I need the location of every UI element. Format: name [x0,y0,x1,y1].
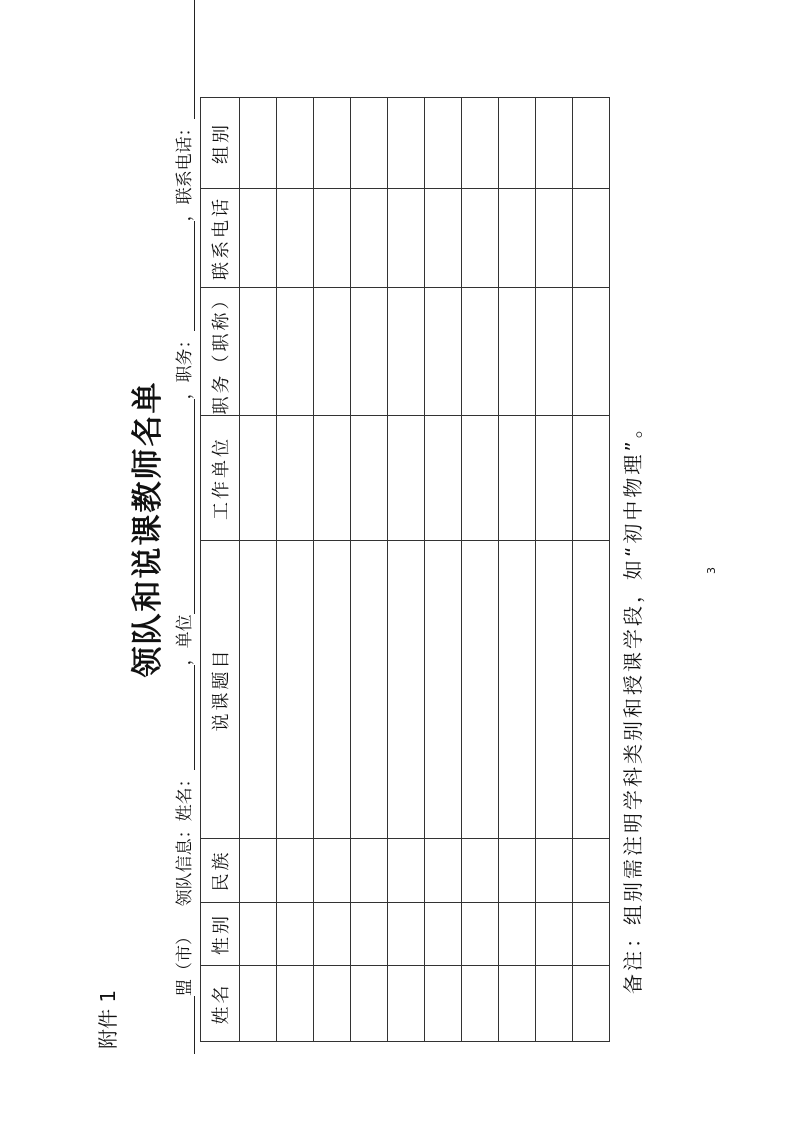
header-position-title: 职务（职称） [201,288,240,416]
table-row [314,98,351,1042]
attachment-label: 附件 1 [96,989,120,1049]
page-number: 3 [705,567,718,574]
table-cell[interactable] [573,189,610,288]
league-label: 盟（市） [175,928,195,996]
table-row [499,98,536,1042]
table-row [536,98,573,1042]
table-cell[interactable] [388,839,425,903]
table-cell[interactable] [388,98,425,189]
leader-info-line [170,94,195,1054]
table-row [462,98,499,1042]
page-title: 领队和说课教师名单 [130,380,166,678]
header-group: 组别 [201,98,240,189]
roster-table [200,97,610,1042]
table-cell[interactable] [536,288,573,416]
table-cell[interactable] [314,541,351,839]
table-row [573,98,610,1042]
table-cell[interactable] [314,966,351,1042]
table-cell[interactable] [573,288,610,416]
table-cell[interactable] [388,189,425,288]
table-cell[interactable] [351,98,388,189]
table-cell[interactable] [277,541,314,839]
header-ethnicity: 民族 [201,839,240,903]
leader-name-label: 领队信息：姓名： [175,770,195,907]
table-cell[interactable] [388,541,425,839]
phone-blank[interactable] [176,0,195,119]
table-cell[interactable] [240,288,277,416]
table-cell[interactable] [573,98,610,189]
table-cell[interactable] [314,416,351,541]
header-work-unit: 工作单位 [201,416,240,541]
table-cell[interactable] [536,416,573,541]
table-cell[interactable] [425,98,462,189]
table-cell[interactable] [277,288,314,416]
table-cell[interactable] [351,903,388,966]
table-cell[interactable] [388,903,425,966]
note-text: 备注：组别需注明学科类别和授课学段，如“初中物理”。 [621,415,645,994]
table-cell[interactable] [573,416,610,541]
unit-blank[interactable] [176,399,195,614]
table-cell[interactable] [314,839,351,903]
table-cell[interactable] [499,189,536,288]
table-cell[interactable] [388,288,425,416]
table-cell[interactable] [240,98,277,189]
table-cell[interactable] [462,966,499,1042]
table-cell[interactable] [351,541,388,839]
header-lecture-topic: 说课题目 [201,541,240,839]
table-cell[interactable] [425,903,462,966]
table-cell[interactable] [240,189,277,288]
table-cell[interactable] [314,288,351,416]
table-cell[interactable] [499,98,536,189]
table-cell[interactable] [573,966,610,1042]
table-cell[interactable] [462,98,499,189]
table-cell[interactable] [462,189,499,288]
table-cell[interactable] [240,966,277,1042]
table-cell[interactable] [425,416,462,541]
table-cell[interactable] [536,839,573,903]
table-cell[interactable] [388,416,425,541]
table-cell[interactable] [351,416,388,541]
table-row [277,98,314,1042]
table-cell[interactable] [425,966,462,1042]
unit-label: ，单位 [175,614,195,666]
table-row [388,98,425,1042]
table-cell[interactable] [277,903,314,966]
table-cell[interactable] [425,541,462,839]
table-cell[interactable] [499,903,536,966]
table-cell[interactable] [314,98,351,189]
table-cell[interactable] [425,189,462,288]
table-cell[interactable] [573,541,610,839]
table-cell[interactable] [536,903,573,966]
table-cell[interactable] [536,189,573,288]
table-cell[interactable] [277,189,314,288]
table-cell[interactable] [573,839,610,903]
table-row [240,98,277,1042]
table-cell[interactable] [351,288,388,416]
table-header-row [201,98,240,1042]
header-gender: 性别 [201,903,240,966]
table-cell[interactable] [499,541,536,839]
table-cell[interactable] [536,966,573,1042]
table-cell[interactable] [240,839,277,903]
header-name: 姓名 [201,966,240,1042]
table-row [425,98,462,1042]
table-cell[interactable] [314,903,351,966]
table-cell[interactable] [462,288,499,416]
table-cell[interactable] [499,966,536,1042]
header-phone: 联系电话 [201,189,240,288]
table-cell[interactable] [240,541,277,839]
table-cell[interactable] [314,189,351,288]
table-cell[interactable] [425,839,462,903]
table-cell[interactable] [499,416,536,541]
table-cell[interactable] [499,288,536,416]
table-cell[interactable] [536,98,573,189]
table-cell[interactable] [499,839,536,903]
table-cell[interactable] [573,903,610,966]
table-cell[interactable] [277,966,314,1042]
table-cell[interactable] [351,189,388,288]
table-cell[interactable] [277,416,314,541]
table-cell[interactable] [277,98,314,189]
position-label: ，职务： [175,331,195,400]
table-cell[interactable] [425,288,462,416]
league-blank[interactable] [176,996,195,1054]
table-row [351,98,388,1042]
table-cell[interactable] [462,839,499,903]
table-cell[interactable] [388,966,425,1042]
table-cell[interactable] [462,903,499,966]
table-cell[interactable] [240,903,277,966]
table-cell[interactable] [462,541,499,839]
table-cell[interactable] [351,839,388,903]
table-body [240,98,610,1042]
table-cell[interactable] [536,541,573,839]
table-cell[interactable] [240,416,277,541]
table-cell[interactable] [351,966,388,1042]
leader-name-blank[interactable] [176,665,195,770]
table-cell[interactable] [462,416,499,541]
table-cell[interactable] [277,839,314,903]
position-blank[interactable] [176,221,195,331]
phone-label: ，联系电话： [175,119,195,222]
